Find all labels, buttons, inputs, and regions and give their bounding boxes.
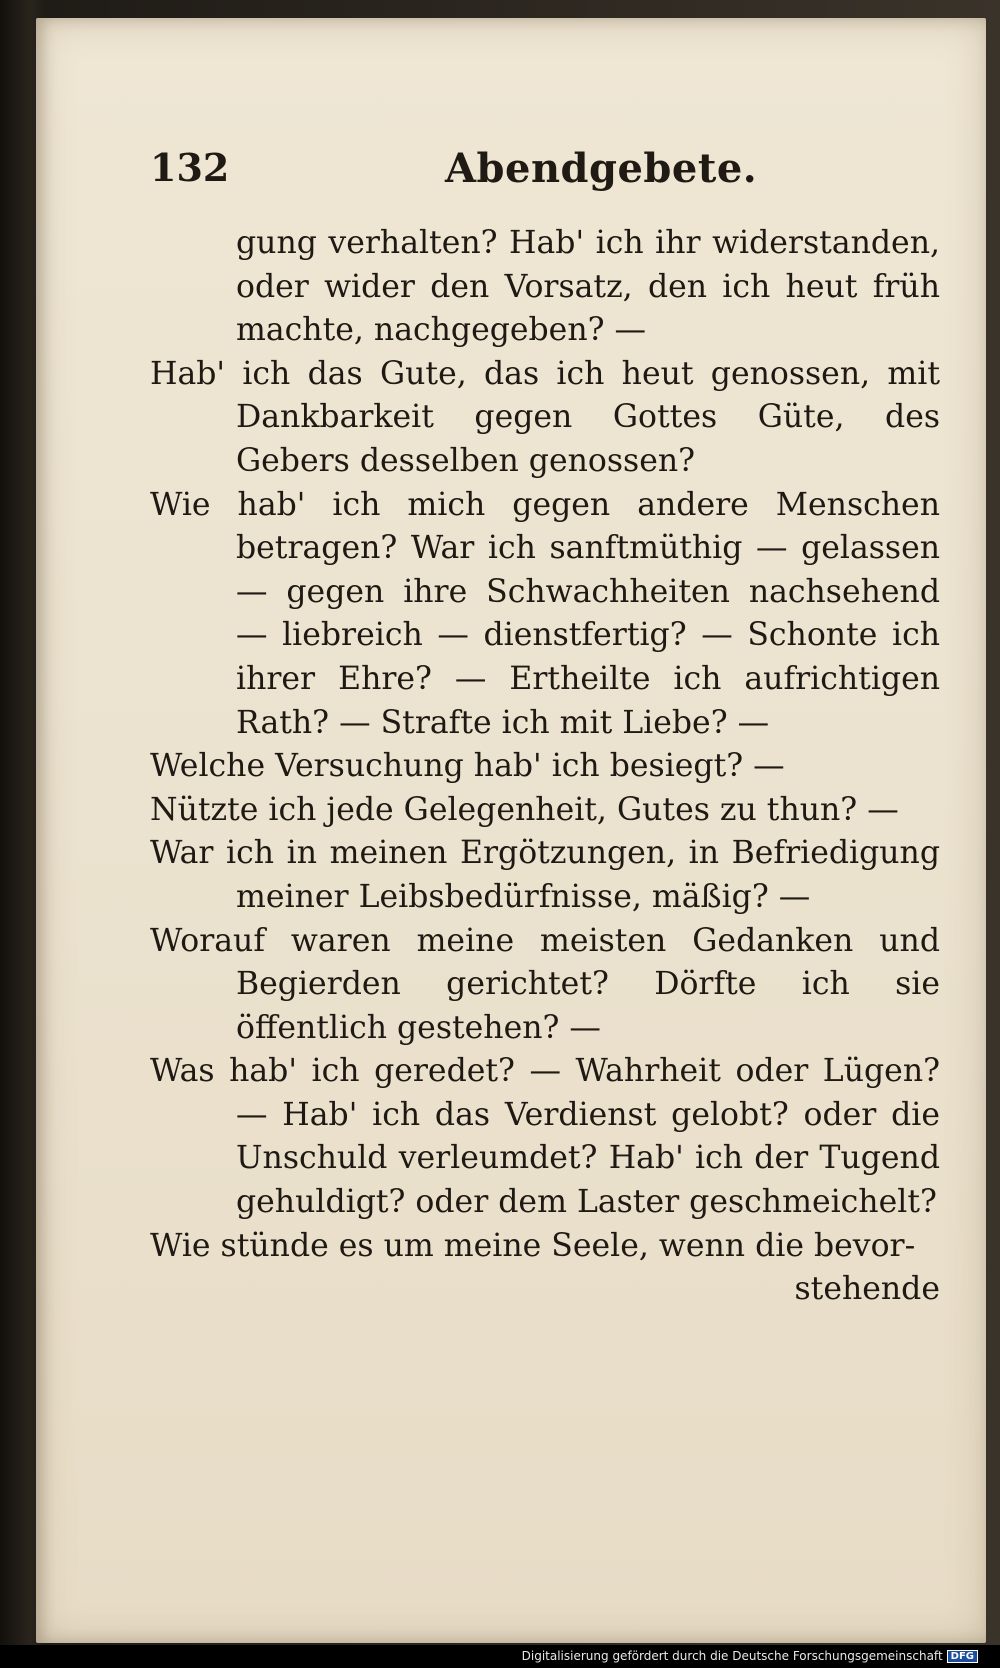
paragraph-2: Hab' ich das Gute, das ich heut genossen, mit Dankbarkeit gegen Gottes Güte, des Gebers desselben genossen? [150, 355, 940, 479]
body-text [150, 222, 940, 1312]
paragraph-8: Was hab' ich geredet? — Wahrheit oder Lügen? — Hab' ich das Verdienst gelobt? oder die Unschuld verleumdet? Hab' ich der Tugend gehuldigt? oder dem Laster geschmeichelt? [150, 1053, 940, 1221]
paragraph-4: Welche Versuchung hab' ich besiegt? — [150, 748, 785, 785]
paragraph-1: gung verhalten? Hab' ich ihr widerstanden, oder wider den Vorsatz, den ich heut früh machte, nachgegeben? — [236, 225, 940, 349]
dfg-logo: DFG [947, 1650, 978, 1663]
running-head: Abendgebete. [445, 145, 758, 192]
paragraph-3: Wie hab' ich mich gegen andere Menschen betragen? War ich sanftmüthig — gelassen — gegen ihre Schwachheiten nachsehend — liebreich — dienstfertig? — Schonte ich ihrer Ehre? — Ertheilte ich aufrichtigen Rath? — Strafte ich mit Liebe? — [150, 486, 940, 741]
paragraph-9 [150, 1225, 940, 1312]
credit-text: Digitalisierung gefördert durch die Deutsche Forschungsgemeinschaft [521, 1649, 943, 1663]
digitization-credit [522, 1649, 978, 1663]
page-number: 132 [150, 145, 230, 190]
paragraph-5: Nützte ich jede Gelegenheit, Gutes zu thun? — [150, 791, 899, 828]
paragraph-6: War ich in meinen Ergötzungen, in Befriedigung meiner Leibsbedürfnisse, mäßig? — [150, 835, 940, 915]
catchword: stehende [794, 1271, 940, 1308]
paragraph-7: Worauf waren meine meisten Gedanken und Begierden gerichtet? Dörfte ich sie öffentlich gestehen? — [150, 922, 940, 1046]
paragraph-9-text: Wie stünde es um meine Seele, wenn die bevor- [150, 1227, 916, 1264]
